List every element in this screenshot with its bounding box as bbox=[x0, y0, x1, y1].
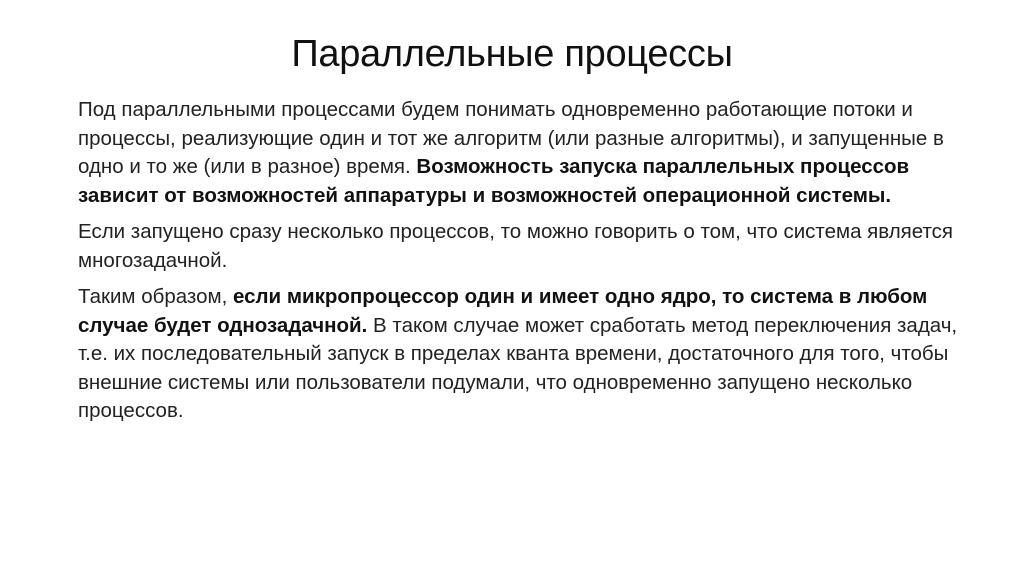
slide-body bbox=[78, 96, 958, 434]
paragraph-definition-emphasis: Возможность запуска параллельных процессов зависит от возможностей аппаратуры и возможностей операционной системы. bbox=[78, 155, 910, 207]
paragraph-definition-text: Под параллельными процессами будем понимать одновременно работающие потоки и процессы, реализующие один и тот же алгоритм (или разные алгоритмы), и запущенные в одно и то же (или в разное) время. bbox=[78, 98, 944, 178]
slide-title: Параллельные процессы bbox=[291, 33, 733, 75]
paragraph-multitasking-text: Если запущено сразу несколько процессов, то можно говорить о том, что система является многозадачной. bbox=[78, 220, 953, 272]
paragraph-single-core-emphasis: если микропроцессор один и имеет одно ядро, то система в любом случае будет однозадачной. bbox=[78, 285, 928, 337]
paragraph-single-core bbox=[78, 283, 958, 426]
paragraph-single-core-text: В таком случае может сработать метод переключения задач, т.е. их последовательный запуск в пределах кванта времени, достаточного для того, чтобы внешние системы или пользователи подумали, что одновременно запущено несколько процессов. bbox=[78, 313, 958, 422]
paragraph-definition bbox=[78, 96, 958, 210]
paragraph-single-core-intro: Таким образом, bbox=[78, 285, 233, 308]
paragraph-multitasking bbox=[78, 218, 958, 275]
